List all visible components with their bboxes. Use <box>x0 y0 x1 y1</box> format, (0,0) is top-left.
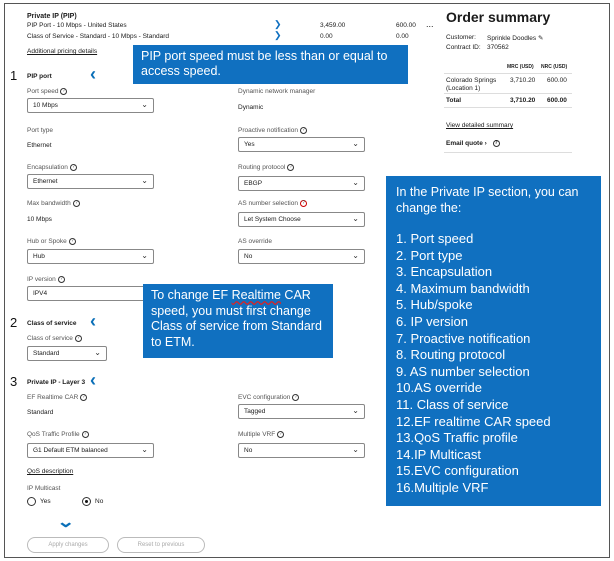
help-icon: ? <box>75 335 82 342</box>
callout-port-speed: PIP port speed must be less than or equal to access speed. <box>133 45 408 84</box>
chevron-down-icon: ⌄ <box>352 406 359 415</box>
change-list-item: 3. Encapsulation <box>396 264 493 280</box>
change-list-item: 4. Maximum bandwidth <box>396 280 530 296</box>
section-pip-port-title: PIP port <box>27 73 52 80</box>
multicast-yes-radio[interactable]: Yes <box>27 497 51 506</box>
chevron-down-icon: ⌄ <box>352 214 359 223</box>
help-icon: ? <box>287 164 294 171</box>
total-label: Total <box>446 97 462 104</box>
evc-select[interactable]: Tagged ⌄ <box>238 404 365 419</box>
max-bw-value: 10 Mbps <box>27 216 52 223</box>
as-override-label: AS override <box>238 238 272 245</box>
cos-select[interactable]: Standard ⌄ <box>27 346 107 361</box>
col-nrc-header: NRC (USD) <box>541 64 568 70</box>
evc-label: EVC configuration ? <box>238 394 299 401</box>
ef-car-value: Standard <box>27 409 54 416</box>
proactive-select[interactable]: Yes ⌄ <box>238 137 365 152</box>
ip-version-label: IP version ? <box>27 276 65 283</box>
port-type-label: Port type <box>27 127 54 134</box>
max-bw-label: Max bandwidth ? <box>27 200 80 207</box>
contract-value: 370562 <box>487 44 509 51</box>
as-number-label: AS number selection ? <box>238 200 307 207</box>
as-override-select[interactable]: No ⌄ <box>238 249 365 264</box>
order-summary-title: Order summary <box>446 9 551 25</box>
section-1-number: 1 <box>10 68 18 83</box>
cos-label: Class of service ? <box>27 335 82 342</box>
pip-row-2-mrc: 0.00 <box>320 33 333 40</box>
ef-car-label: EF Realtime CAR ? <box>27 394 87 401</box>
chevron-down-icon: ⌄ <box>141 251 148 260</box>
qos-description-link[interactable]: QoS description <box>27 468 74 475</box>
expand-row-2-icon[interactable]: ❯ <box>274 30 282 40</box>
realtime-word: Realtime <box>231 288 281 302</box>
routing-label: Routing protocol ? <box>238 164 294 171</box>
change-list <box>396 231 591 497</box>
chevron-down-icon: ⌄ <box>141 176 148 185</box>
section-layer3-title: Private IP - Layer 3 <box>27 379 86 386</box>
contract-label: Contract ID: <box>446 44 481 51</box>
help-icon: ? <box>60 88 67 95</box>
change-list-item: 9. AS number selection <box>396 363 530 379</box>
chevron-down-icon: ⌄ <box>352 139 359 148</box>
encapsulation-select[interactable]: Ethernet ⌄ <box>27 174 154 189</box>
callout-ef-car: To change EF Realtime CAR speed, you must first change Class of service from Standard to ETM. <box>143 284 333 358</box>
help-icon: ? <box>58 276 65 283</box>
chevron-down-icon: ⌄ <box>352 251 359 260</box>
expand-row-1-icon[interactable]: ❯ <box>274 19 282 29</box>
section-cos-title: Class of service <box>27 320 77 327</box>
multi-vrf-select[interactable]: No ⌄ <box>238 443 365 458</box>
help-icon: ? <box>300 127 307 134</box>
port-speed-label: Port speed ? <box>27 88 67 95</box>
pip-row-1-mrc: 3,459.00 <box>320 22 346 29</box>
pip-row-1-nrc: 600.00 <box>396 22 416 29</box>
help-icon: ? <box>82 431 89 438</box>
change-list-item: 16.Multiple VRF <box>396 479 489 495</box>
change-list-item: 13.QoS Traffic profile <box>396 430 518 446</box>
pip-row-1-desc: PIP Port - 10 Mbps - United States <box>27 22 127 29</box>
change-list-item: 10.AS override <box>396 380 482 396</box>
dyn-net-manager-value: Dynamic <box>238 104 264 111</box>
layer3-chevron-icon[interactable]: ‹ <box>90 370 96 390</box>
change-list-item: 7. Proactive notification <box>396 330 531 346</box>
col-mrc-header: MRC (USD) <box>507 64 534 70</box>
hub-spoke-select[interactable]: Hub ⌄ <box>27 249 154 264</box>
dyn-net-manager-label: Dynamic network manager <box>238 88 316 95</box>
ip-version-select[interactable]: IPV4 <box>27 286 154 301</box>
section-2-number: 2 <box>10 315 18 330</box>
proactive-label: Proactive notification ? <box>238 127 307 134</box>
chevron-down-icon: ⌄ <box>141 100 148 109</box>
change-list-item: 14.IP Multicast <box>396 446 482 462</box>
help-icon: ? <box>292 394 299 401</box>
help-icon: ? <box>494 140 498 146</box>
customer-value: Sprinkle Doodles ✎ <box>487 35 544 42</box>
change-list-item: 8. Routing protocol <box>396 347 506 363</box>
location-nrc: 600.00 <box>547 77 567 84</box>
location-name: Colorado Springs (Location 1) <box>446 77 497 92</box>
pip-title: Private IP (PIP) <box>27 13 77 20</box>
change-list-item: 11. Class of service <box>396 396 509 412</box>
ip-multicast-label: IP Multicast <box>27 485 61 492</box>
pip-port-chevron-icon[interactable]: ‹ <box>90 64 96 84</box>
additional-pricing-link[interactable]: Additional pricing details <box>27 48 98 55</box>
pip-row-2-nrc: 0.00 <box>396 33 409 40</box>
change-list-item: 5. Hub/spoke <box>396 297 473 313</box>
help-icon: ? <box>277 431 284 438</box>
chevron-down-icon: ⌄ <box>94 348 101 357</box>
view-detailed-summary-link[interactable]: View detailed summary <box>446 122 514 129</box>
radio-icon <box>27 497 36 506</box>
edit-pencil-icon: ✎ <box>537 35 544 42</box>
multi-vrf-label: Multiple VRF ? <box>238 431 284 438</box>
help-icon: ? <box>70 164 77 171</box>
as-number-select[interactable]: Let System Choose ⌄ <box>238 212 365 227</box>
section-3-number: 3 <box>10 374 18 389</box>
chevron-down-icon: ⌄ <box>352 445 359 454</box>
radio-selected-icon <box>82 497 91 506</box>
qos-select[interactable]: G1 Default ETM balanced ⌄ <box>27 443 154 458</box>
change-list-item: 1. Port speed <box>396 231 474 246</box>
divider <box>444 73 572 74</box>
chevron-down-icon: ⌄ <box>352 178 359 187</box>
change-list-item: 2. Port type <box>396 247 463 263</box>
change-list-item: 15.EVC configuration <box>396 463 519 479</box>
more-options-icon[interactable]: ... <box>426 19 434 29</box>
customer-label: Customer: <box>446 34 476 41</box>
help-icon: ? <box>69 238 76 245</box>
change-list-item: 12.EF realtime CAR speed <box>396 413 551 429</box>
encapsulation-label: Encapsulation ? <box>27 164 77 171</box>
chevron-down-icon: ⌄ <box>141 445 148 454</box>
location-mrc: 3,710.20 <box>510 77 536 84</box>
pip-row-2-desc: Class of Service - Standard - 10 Mbps - Standard <box>27 33 169 40</box>
port-type-value: Ethernet <box>27 142 52 149</box>
change-list-item: 6. IP version <box>396 313 469 329</box>
routing-select[interactable]: EBGP ⌄ <box>238 176 365 191</box>
hub-spoke-label: Hub or Spoke ? <box>27 238 76 245</box>
port-speed-select[interactable]: 10 Mbps ⌄ <box>27 98 154 113</box>
help-icon: ? <box>300 200 307 207</box>
reset-button[interactable]: Reset to previous <box>117 537 205 553</box>
total-nrc: 600.00 <box>547 97 567 104</box>
divider <box>444 93 572 94</box>
divider <box>444 152 572 153</box>
help-icon: ? <box>80 394 87 401</box>
qos-label: QoS Traffic Profile ? <box>27 431 89 438</box>
multicast-no-radio[interactable]: No <box>82 497 103 506</box>
list-intro: In the Private IP section, you can change the: <box>396 185 579 215</box>
scroll-down-chevron-icon[interactable]: ⌄ <box>56 514 76 531</box>
apply-changes-button[interactable]: Apply changes <box>27 537 109 553</box>
callout-change-list <box>386 176 601 506</box>
help-icon: ? <box>73 200 80 207</box>
cos-chevron-icon[interactable]: ‹ <box>90 311 96 331</box>
total-mrc: 3,710.20 <box>510 97 536 104</box>
email-quote-link[interactable]: Email quote › ? <box>446 140 498 148</box>
divider <box>444 107 572 108</box>
